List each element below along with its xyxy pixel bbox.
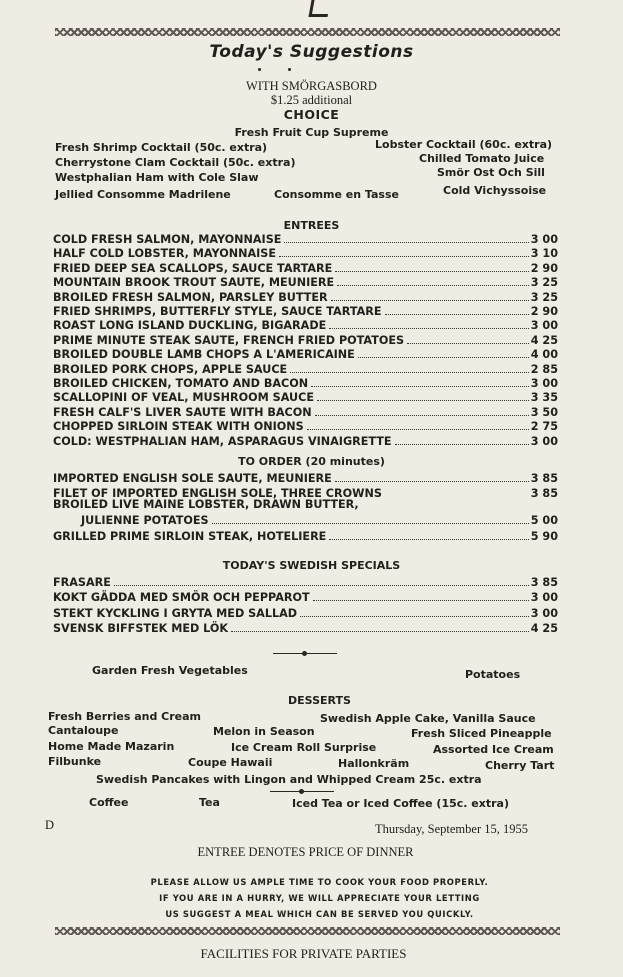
item-name: FRIED SHRIMPS, BUTTERFLY STYLE, SAUCE TARTARE — [53, 305, 382, 318]
menu-letter: D — [45, 818, 55, 832]
item-name: GRILLED PRIME SIRLOIN STEAK, HOTELIERE — [53, 530, 327, 543]
item-price: 3 00 — [530, 377, 558, 390]
menu-title: Today's Suggestions — [209, 42, 414, 62]
menu-item — [53, 575, 558, 589]
item-price: 3 50 — [530, 405, 558, 419]
item-price: 3 10 — [530, 247, 558, 261]
item-name: KOKT GÄDDA MED SMÖR OCH PEPPAROT — [53, 591, 310, 605]
entree-note: ENTREE DENOTES PRICE OF DINNER — [197, 845, 414, 859]
appetizer-vichyssoise: Cold Vichyssoise — [443, 184, 547, 197]
bottom-border — [55, 927, 560, 935]
swedish-heading: TODAY'S SWEDISH SPECIALS — [222, 559, 401, 572]
beverage-iced: Iced Tea or Iced Coffee (15c. extra) — [292, 797, 509, 810]
item-price: 3 00 — [530, 606, 558, 620]
item-name: MOUNTAIN BROOK TROUT SAUTE, MEUNIERE — [53, 276, 335, 290]
menu-item — [53, 390, 558, 404]
item-name: FRESH CALF'S LIVER SAUTE WITH BACON — [53, 405, 312, 419]
choice-heading: CHOICE — [283, 107, 340, 122]
appetizer-ham: Westphalian Ham with Cole Slaw — [55, 171, 259, 184]
dessert-pancakes: Swedish Pancakes with Lingon and Whipped Cream 25c. extra — [96, 773, 482, 786]
item-price: 3 85 — [530, 472, 558, 485]
menu-item — [53, 376, 558, 390]
item-name: FRIED DEEP SEA SCALLOPS, SAUCE TARTARE — [53, 261, 333, 275]
dessert-item: Hallonkräm — [338, 757, 410, 770]
appetizer-smor-ost: Smör Ost Och Sill — [437, 166, 545, 179]
item-price: 4 00 — [530, 348, 558, 362]
item-name: SCALLOPINI OF VEAL, MUSHROOM SAUCE — [53, 391, 314, 405]
beverage-tea: Tea — [199, 796, 220, 809]
dessert-item: Filbunke — [48, 755, 102, 768]
menu-date: Thursday, September 15, 1955 — [375, 822, 528, 836]
item-price: 3 25 — [530, 290, 558, 304]
item-price: 2 90 — [530, 261, 558, 275]
menu-item — [53, 261, 558, 275]
top-border — [55, 28, 560, 36]
dessert-item: Assorted Ice Cream — [433, 743, 554, 756]
divider — [270, 789, 334, 795]
item-price: 3 25 — [530, 276, 558, 290]
notice-line: US SUGGEST A MEAL WHICH CAN BE SERVED YOU QUICKLY. — [165, 909, 474, 919]
appetizer-consomme: Consomme en Tasse — [274, 188, 399, 201]
item-price: 3 00 — [530, 319, 558, 333]
item-price: 3 00 — [530, 233, 558, 246]
entrees-heading: ENTREES — [283, 219, 340, 232]
item-name: COLD: WESTPHALIAN HAM, ASPARAGUS VINAIGRETTE — [53, 434, 392, 448]
item-name: HALF COLD LOBSTER, MAYONNAISE — [53, 247, 276, 261]
menu-item — [53, 362, 558, 376]
dessert-item: Swedish Apple Cake, Vanilla Sauce — [320, 712, 536, 725]
beverage-coffee: Coffee — [89, 796, 129, 809]
appetizer-lobster: Lobster Cocktail (60c. extra) — [375, 138, 553, 151]
menu-item — [53, 318, 558, 332]
item-price: 5 90 — [530, 530, 558, 543]
item-price: 4 25 — [530, 333, 558, 347]
dessert-item: Fresh Sliced Pineapple — [411, 727, 552, 740]
appetizer-clam: Cherrystone Clam Cocktail (50c. extra) — [55, 156, 296, 169]
item-price: 4 25 — [530, 621, 558, 635]
item-price: 3 35 — [530, 391, 558, 405]
item-name: BROILED PORK CHOPS, APPLE SAUCE — [53, 362, 288, 376]
menu-item — [81, 513, 558, 527]
item-name: FILET OF IMPORTED ENGLISH SOLE, THREE CROWNS — [53, 487, 382, 500]
menu-item — [53, 304, 558, 318]
item-price: 3 85 — [530, 576, 558, 589]
appetizer-shrimp: Fresh Shrimp Cocktail (50c. extra) — [55, 141, 268, 154]
item-name: BROILED FRESH SALMON, PARSLEY BUTTER — [53, 290, 328, 304]
menu-item — [53, 590, 558, 604]
menu-item — [53, 405, 558, 419]
menu-item — [53, 419, 558, 433]
notice-line: PLEASE ALLOW US AMPLE TIME TO COOK YOUR FOOD PROPERLY. — [150, 877, 489, 887]
dessert-item: Fresh Berries and Cream — [48, 710, 202, 723]
item-name: FRASARE — [53, 576, 111, 589]
menu-item — [53, 529, 558, 543]
potatoes: Potatoes — [465, 668, 521, 681]
item-price: 3 00 — [530, 591, 558, 605]
appetizer-tomato-juice: Chilled Tomato Juice — [419, 152, 545, 165]
ornament-dots — [258, 67, 298, 73]
item-name: BROILED DOUBLE LAMB CHOPS A L'AMERICAINE — [53, 348, 355, 362]
item-price: 3 00 — [530, 434, 558, 448]
menu-item — [53, 290, 558, 304]
dessert-item: Cantaloupe — [48, 724, 119, 737]
item-price: 3 85 — [530, 487, 558, 500]
divider — [273, 651, 337, 657]
appetizer-jellied-consomme: Jellied Consomme Madrilene — [55, 188, 231, 201]
menu-item — [53, 275, 558, 289]
lobster-line-1: BROILED LIVE MAINE LOBSTER, DRAWN BUTTER, — [53, 498, 359, 511]
dessert-item: Ice Cream Roll Surprise — [231, 741, 377, 754]
item-name: IMPORTED ENGLISH SOLE SAUTE, MEUNIERE — [53, 472, 332, 485]
menu-item — [53, 434, 558, 448]
item-price: 2 90 — [530, 305, 558, 318]
menu-item — [53, 347, 558, 361]
appetizer-fruit-cup: Fresh Fruit Cup Supreme — [234, 126, 389, 139]
menu-item — [53, 606, 558, 620]
item-price: 5 00 — [530, 514, 558, 527]
item-name: PRIME MINUTE STEAK SAUTE, FRENCH FRIED POTATOES — [53, 333, 405, 347]
additional-price: $1.25 additional — [270, 93, 353, 107]
item-price: 2 85 — [530, 362, 558, 376]
item-name: CHOPPED SIRLOIN STEAK WITH ONIONS — [53, 420, 304, 434]
item-name: STEKT KYCKLING I GRYTA MED SALLAD — [53, 606, 298, 620]
menu-item — [53, 246, 558, 260]
to-order-heading: TO ORDER (20 minutes) — [238, 455, 385, 468]
item-name: BROILED CHICKEN, TOMATO AND BACON — [53, 377, 309, 390]
private-parties: FACILITIES FOR PRIVATE PARTIES — [200, 946, 407, 961]
smorgasbord-line: WITH SMÖRGASBORD — [246, 79, 377, 93]
top-mark — [309, 0, 331, 17]
dessert-item: Coupe Hawaii — [188, 756, 273, 769]
item-name: SVENSK BIFFSTEK MED LÖK — [53, 621, 229, 635]
item-name: COLD FRESH SALMON, MAYONNAISE — [53, 233, 282, 246]
notice-line: IF YOU ARE IN A HURRY, WE WILL APPRECIATE YOUR LETTING — [159, 893, 480, 903]
dessert-item: Cherry Tart — [485, 759, 555, 772]
vegetables: Garden Fresh Vegetables — [92, 664, 248, 677]
item-name: JULIENNE POTATOES — [81, 514, 209, 527]
dessert-item: Melon in Season — [213, 725, 315, 738]
menu-item — [53, 333, 558, 347]
desserts-heading: DESSERTS — [288, 694, 351, 707]
dessert-item: Home Made Mazarin — [48, 740, 175, 753]
item-price: 2 75 — [530, 420, 558, 434]
item-name: ROAST LONG ISLAND DUCKLING, BIGARADE — [53, 319, 327, 333]
menu-item — [53, 621, 558, 635]
menu-item — [53, 471, 558, 485]
menu-item — [53, 232, 558, 246]
